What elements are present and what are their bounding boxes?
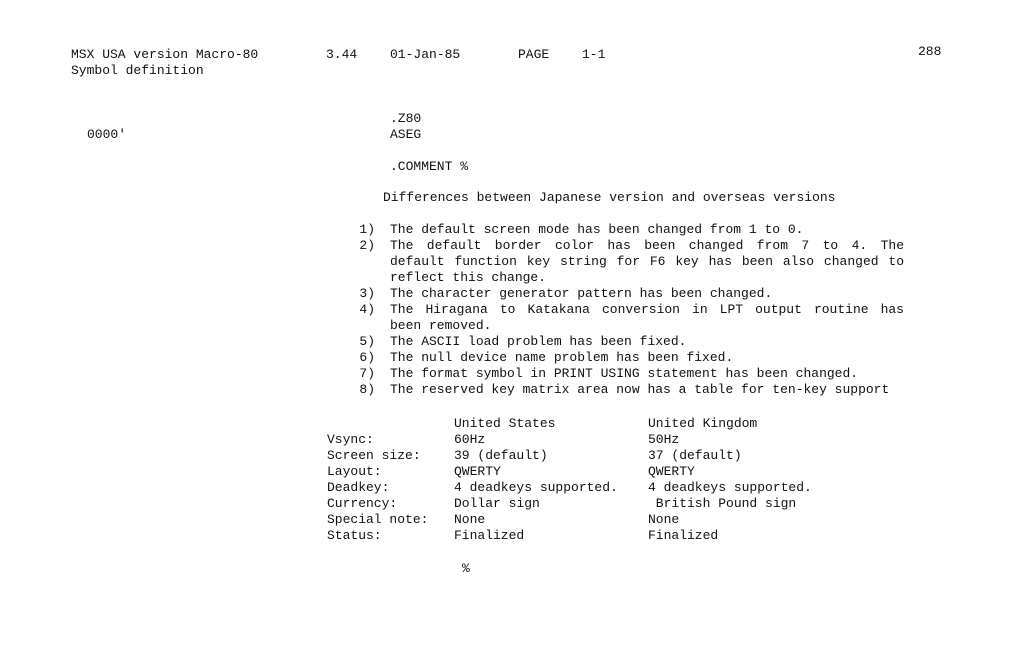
us-value: QWERTY <box>454 464 501 479</box>
item-number: 5) <box>359 334 375 349</box>
listing-subtitle: Symbol definition <box>71 63 204 78</box>
uk-value: 37 (default) <box>648 448 742 463</box>
uk-value: None <box>648 512 680 527</box>
row-label: Currency: <box>327 496 398 511</box>
listing-title: MSX USA version Macro-80 <box>71 47 259 62</box>
uk-value: 4 deadkeys supported. <box>648 480 812 495</box>
us-value: Finalized <box>454 528 525 543</box>
list-item: The Hiragana to Katakana conversion in LPT output routine has been removed. <box>390 302 904 333</box>
item-number: 8) <box>359 382 375 397</box>
item-number: 3) <box>359 286 375 301</box>
uk-value: QWERTY <box>648 464 695 479</box>
item-number: 6) <box>359 350 375 365</box>
item-number: 7) <box>359 366 375 381</box>
row-label: Vsync: <box>327 432 374 447</box>
page-label: PAGE <box>518 47 550 62</box>
address-label: 0000' <box>87 127 127 142</box>
us-value: None <box>454 512 486 527</box>
differences-heading: Differences between Japanese version and overseas versions <box>383 190 836 205</box>
comment-end-marker: % <box>462 561 470 576</box>
row-label: Layout: <box>327 464 382 479</box>
uk-value: Finalized <box>648 528 719 543</box>
list-item: The default screen mode has been changed from 1 to 0. <box>390 222 804 237</box>
item-number: 2) <box>359 238 375 253</box>
directive-aseg: ASEG <box>390 127 422 142</box>
directive-z80: .Z80 <box>390 111 422 126</box>
uk-value: British Pound sign <box>648 496 797 511</box>
column-header-uk: United Kingdom <box>648 416 758 431</box>
column-header-us: United States <box>454 416 556 431</box>
list-item: The format symbol in PRINT USING statement has been changed. <box>390 366 859 381</box>
item-number: 4) <box>359 302 375 317</box>
assembler-version: 3.44 <box>326 47 358 62</box>
page-number: 1-1 <box>582 47 606 62</box>
us-value: 4 deadkeys supported. <box>454 480 618 495</box>
list-item: The reserved key matrix area now has a table for ten-key support <box>390 382 890 397</box>
line-number: 288 <box>918 44 942 59</box>
list-item: The default border color has been changed from 7 to 4. The default function key string for F6 key has been also changed to reflect this change. <box>390 238 904 285</box>
row-label: Status: <box>327 528 382 543</box>
uk-value: 50Hz <box>648 432 680 447</box>
us-value: 39 (default) <box>454 448 548 463</box>
list-item: The null device name problem has been fixed. <box>390 350 734 365</box>
item-number: 1) <box>359 222 375 237</box>
list-item: The character generator pattern has been changed. <box>390 286 773 301</box>
listing-date: 01-Jan-85 <box>390 47 461 62</box>
us-value: 60Hz <box>454 432 486 447</box>
row-label: Screen size: <box>327 448 421 463</box>
row-label: Special note: <box>327 512 429 527</box>
directive-comment: .COMMENT % <box>390 159 469 174</box>
us-value: Dollar sign <box>454 496 540 511</box>
row-label: Deadkey: <box>327 480 390 495</box>
list-item: The ASCII load problem has been fixed. <box>390 334 687 349</box>
